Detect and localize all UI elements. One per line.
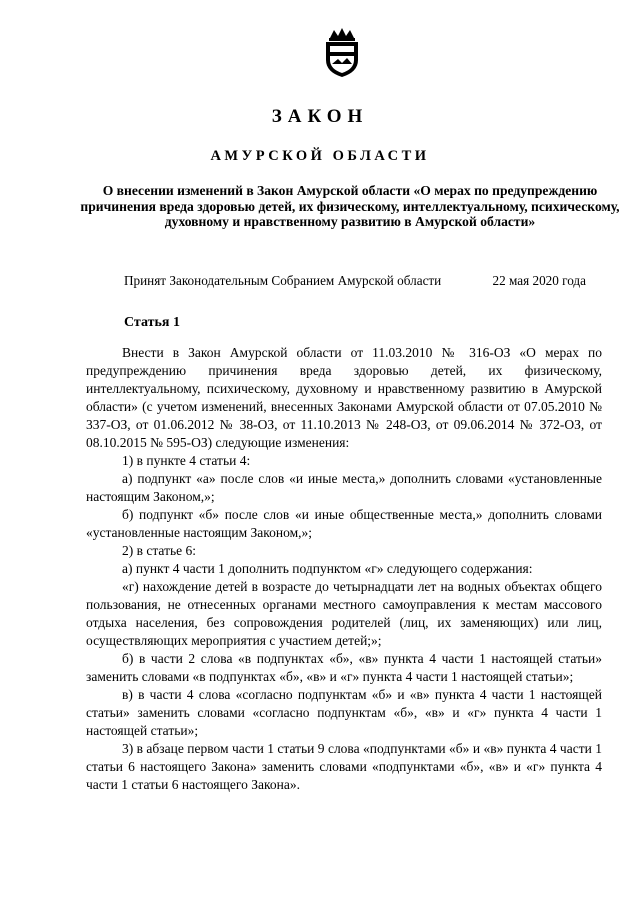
- paragraph: 1) в пункте 4 статьи 4:: [122, 453, 251, 468]
- article-title: Статья 1: [124, 315, 180, 330]
- paragraph: «г) нахождение детей в возрасте до четырнадцати лет на водных объектах общего пользования, не отнесенных органами местного самоуправления к местам массового отдыха населения, без сопровождения родителей (лиц, их заменяющих) или лиц, осуществляющих мероприятия с участием детей;»;: [86, 579, 602, 648]
- article-body: [86, 344, 602, 794]
- paragraph: б) в части 2 слова «в подпунктах «б», «в» пункта 4 части 1 настоящей статьи» заменить словами «в подпунктах «б», «в» и «г» пункта 4 части 1 настоящей статьи»;: [86, 651, 602, 684]
- adoption-line: [124, 273, 586, 289]
- paragraph: в) в части 4 слова «согласно подпунктам «б» и «в» пункта 4 части 1 настоящей статьи» заменить словами «согласно подпунктам «б», «в» и «г» пункта 4 части 1 настоящей статьи»;: [86, 687, 602, 738]
- paragraph: б) подпункт «б» после слов «и иные общественные места,» дополнить словами «установленные настоящим Законом,»;: [86, 507, 602, 540]
- paragraph: а) подпункт «а» после слов «и иные места,» дополнить словами «установленные настоящим Законом,»;: [86, 471, 602, 504]
- paragraph: 2) в статье 6:: [122, 543, 196, 558]
- adoption-date: 22 мая 2020 года: [492, 273, 586, 288]
- paragraph: Внести в Закон Амурской области от 11.03.2010 № 316-ОЗ «О мерах по предупреждению причинения вреда здоровью детей, их физическому, интеллектуальному, психическому, духовному и нравственному развитию в Амурской области» (с учетом изменений, внесенных Законами Амурской области от 07.05.2010 № 337-ОЗ, от 01.06.2012 № 38-ОЗ, от 11.10.2013 № 248-ОЗ, от 09.06.2014 № 372-ОЗ, от 08.10.2015 № 595-ОЗ) следующие изменения:: [86, 345, 602, 450]
- paragraph: 3) в абзаце первом части 1 статьи 9 слова «подпунктами «б» и «в» пункта 4 части 1 статьи 6 настоящего Закона» заменить словами «подпунктами «б», «в» и «г» пункта 4 части 1 статьи 6 настоящего Закона».: [86, 741, 602, 792]
- law-title: ЗАКОН: [271, 106, 369, 127]
- law-subject: О внесении изменений в Закон Амурской области «О мерах по предупреждению причинения вреда здоровью детей, их физическому, интеллектуальному, психическому, духовному и нравственному развитию в Амурской области»: [80, 183, 620, 229]
- paragraph: а) пункт 4 части 1 дополнить подпунктом «г» следующего содержания:: [122, 561, 533, 576]
- coat-of-arms-icon: [322, 28, 362, 78]
- adoption-text: Принят Законодательным Собранием Амурской области: [124, 273, 442, 288]
- region-title: АМУРСКОЙ ОБЛАСТИ: [210, 148, 430, 164]
